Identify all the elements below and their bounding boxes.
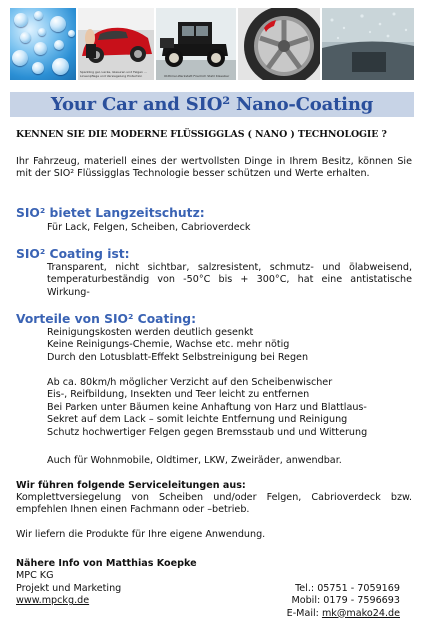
- list-item: Sekret auf dem Lack – somit leichte Entfernung und Reinigung: [47, 414, 348, 426]
- contact-heading: Nähere Info von Matthias Koepke: [16, 558, 197, 569]
- section-longterm-title: SIO² bietet Langzeitschutz:: [16, 206, 205, 220]
- department: Projekt und Marketing: [16, 582, 122, 594]
- email-line: [287, 608, 400, 620]
- list-item: Schutz hochwertiger Felgen gegen Bremsstaub und und Witterung: [47, 426, 368, 438]
- intro-paragraph: Ihr Fahrzeug, materiell eines der wertvollsten Dinge in Ihrem Besitz, können Sie mit der SIO² Flüssigglas Technologie besser schützen und Werte erhalten.: [16, 156, 412, 180]
- company-name: MPC KG: [16, 570, 54, 582]
- list-item: Reinigungskosten werden deutlich gesenkt: [47, 327, 254, 338]
- list-item: Eis-, Reifbildung, Insekten und Teer leicht zu entfernen: [47, 389, 310, 401]
- section-coating-title: SIO² Coating ist:: [16, 247, 130, 261]
- section-longterm-text: Für Lack, Felgen, Scheiben, Cabrioverdeck: [47, 222, 251, 233]
- also-applicable-text: Auch für Wohnmobile, Oldtimer, LKW, Zweiräder, anwendbar.: [47, 455, 342, 466]
- contact-block: [16, 558, 412, 620]
- advantages-list: [47, 327, 412, 364]
- photo-strip: [10, 8, 414, 80]
- list-item: Ab ca. 80km/h möglicher Verzicht auf den Scheibenwischer: [47, 377, 333, 388]
- wheel-rim-photo: [238, 8, 320, 80]
- intro-heading: KENNEN SIE DIE MODERNE FLÜSSIGGLAS ( NANO ) TECHNOLOGIE ?: [16, 129, 387, 140]
- advantages-list-2: [47, 377, 412, 439]
- windshield-rain-photo: [322, 8, 414, 80]
- service-heading: Wir führen folgende Serviceleitungen aus:: [16, 480, 246, 491]
- website-link[interactable]: www.mpckg.de: [16, 595, 90, 607]
- section-coating-text: Transparent, nicht sichtbar, salzresistent, schmutz- und ölabweisend, temperaturbeständig von -50°C bis + 300°C, hat eine antistatische Wirkung-: [47, 262, 412, 298]
- red-sports-car-photo: [78, 8, 154, 80]
- service-text: Komplettversiegelung von Scheiben und/oder Felgen, Cabrioverdeck bzw. empfehlen Ihnen einen Fachmann oder –betrieb.: [16, 492, 412, 516]
- phone-number: Tel.: 05751 - 7059169: [295, 582, 400, 594]
- page-title: Your Car and SIO² Nano-Coating: [50, 94, 374, 115]
- title-banner: [10, 92, 414, 117]
- oldtimer-photo: [156, 8, 236, 80]
- oldtimer-caption: Oldtimer-Werkstatt Friedrich Stahl Klassiker: [164, 74, 230, 78]
- email-link[interactable]: mk@mako24.de: [321, 607, 400, 619]
- water-droplets-photo: [10, 8, 76, 80]
- deliver-text: Wir liefern die Produkte für Ihre eigene Anwendung.: [16, 529, 266, 540]
- section-advantages-title: Vorteile von SIO² Coating:: [16, 312, 197, 326]
- car-caption: Sparkling gel, Lacke, Glasuren und Felgen ... Linsenpflege und Versiegelung Protection: [80, 70, 147, 78]
- email-label: E-Mail:: [286, 607, 322, 619]
- list-item: Keine Reinigungs-Chemie, Wachse etc. mehr nötig: [47, 339, 290, 351]
- list-item: Bei Parken unter Bäumen keine Anhaftung von Harz und Blattlaus-: [47, 401, 367, 413]
- mobile-number: Mobil: 0179 - 7596693: [291, 595, 400, 607]
- list-item: Durch den Lotusblatt-Effekt Selbstreinigung bei Regen: [47, 351, 309, 363]
